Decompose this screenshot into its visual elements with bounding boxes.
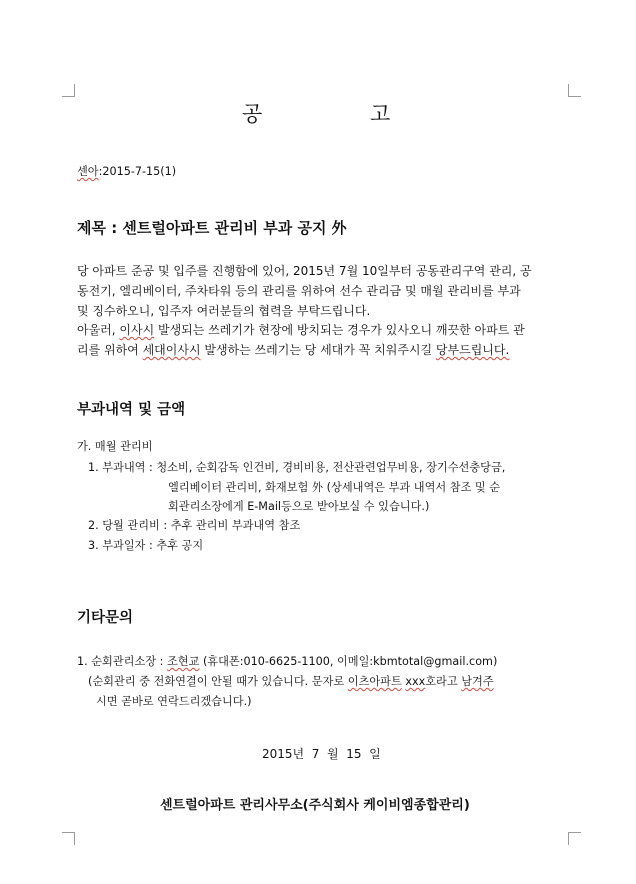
corner-mark-bottom-left <box>62 832 75 845</box>
body-paragraph-1-line-1: 당 아파트 준공 및 입주를 진행함에 있어, 2015년 7월 10일부터 공동관리구역 관리, 공 <box>77 264 532 278</box>
charges-item-3: 3. 부과일자 : 추후 공지 <box>88 539 204 552</box>
signature-line: 센트럴아파트 관리사무소(주식회사 케이비엠종합관리) <box>160 798 470 813</box>
body-paragraph-1-line-3: 및 징수하오니, 입주자 여러분들의 협력을 부탁드립니다. <box>77 304 371 318</box>
text-run-underlined: xxx <box>405 675 426 688</box>
section-heading-charges: 부과내역 및 금액 <box>77 402 186 418</box>
inquiry-note-line-2: 시면 곧바로 연락드리겠습니다.) <box>96 695 252 708</box>
notice-date: 2015년 7 월 15 일 <box>262 747 381 761</box>
corner-mark-bottom-right <box>568 832 581 845</box>
text-run: 호라고 <box>425 675 462 688</box>
document-number-label: 센아 <box>77 165 99 178</box>
title-char-2: 고 <box>370 102 392 126</box>
charges-item-2: 2. 당월 관리비 : 추후 관리비 부과내역 참조 <box>88 519 301 532</box>
section-heading-inquiries: 기타문의 <box>77 610 134 626</box>
contact-details: (휴대폰:010-6625-1100, 이메일:kbmtotal@gmail.com) <box>199 655 498 668</box>
document-title <box>0 98 636 128</box>
document-number <box>77 164 176 180</box>
text-run-underlined: 남겨주 <box>461 675 494 688</box>
body-paragraph-1-line-2: 동전기, 엘리베이터, 주차타워 등의 관리를 위하여 선수 관리금 및 매월 관리비를 부과 <box>77 284 521 298</box>
text-run: 아울러, <box>77 323 120 337</box>
charges-item-1-line-2: 엘리베이터 관리비, 화재보험 外 (상세내역은 부과 내역서 참조 및 순 <box>168 481 501 494</box>
corner-mark-top-left <box>62 84 75 97</box>
corner-mark-top-right <box>568 84 581 97</box>
charges-item-1-line-3: 회관리소장에게 E-Mail등으로 받아보실 수 있습니다.) <box>168 500 430 513</box>
charges-subheading: 가. 매월 관리비 <box>77 440 153 453</box>
title-char-1: 공 <box>242 102 264 126</box>
body-paragraph-2-line-1 <box>77 322 525 338</box>
text-run: 발생하는 쓰레기는 당 세대가 꼭 치워주시길 <box>200 343 436 357</box>
text-run-underlined: 이츠아파트 <box>347 675 402 688</box>
text-run-underlined: 세대이사시 <box>142 343 201 357</box>
inquiry-note-line-1 <box>88 674 494 690</box>
text-run: (순회관리 중 전화연결이 안될 때가 있습니다. 문자로 <box>88 675 348 688</box>
text-run: 발생되는 쓰레기가 현장에 방치되는 경우가 있사오니 깨끗한 아파트 관 <box>154 323 525 337</box>
manager-name: 조현교 <box>166 655 200 668</box>
text-run: 1. 순회관리소장 : <box>77 655 167 668</box>
charges-item-1-line-1: 1. 부과내역 : 청소비, 순회감독 인건비, 경비비용, 전산관련업무비용, 장기수선충당금, <box>88 461 506 474</box>
body-paragraph-2-line-2 <box>77 342 509 358</box>
text-run-underlined: 이사시 <box>119 323 155 337</box>
document-number-value: :2015-7-15(1) <box>98 165 177 178</box>
subject-heading: 제목 : 센트럴아파트 관리비 부과 공지 外 <box>77 219 347 237</box>
inquiry-item-1 <box>77 654 497 670</box>
text-run-underlined: 당부드립니다. <box>435 343 510 357</box>
text-run: 리를 위하여 <box>77 343 143 357</box>
